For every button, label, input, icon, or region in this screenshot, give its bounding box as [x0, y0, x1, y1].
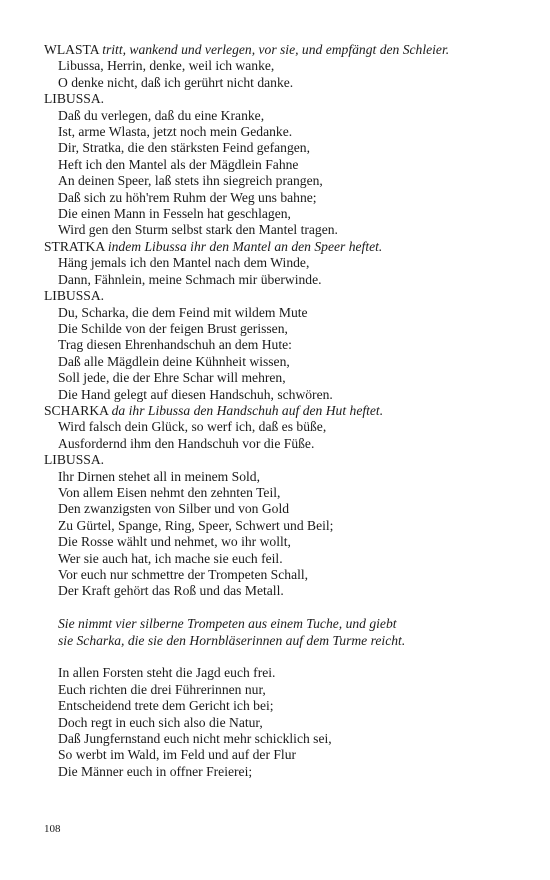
verse-line: Daß alle Mägdlein deine Kühnheit wissen,	[58, 353, 290, 369]
stage-text: tritt, wankend und verlegen, vor sie, und empfängt den Schleier.	[102, 42, 450, 57]
speaker-name: LIBUSSA.	[44, 91, 105, 107]
verse-line: Von allem Eisen nehmt den zehnten Teil,	[58, 484, 281, 500]
verse-line: In allen Forsten steht die Jagd euch frei.	[58, 665, 276, 681]
verse-line: Die Schilde von der feigen Brust gerissen,	[58, 320, 288, 336]
verse-line: O denke nicht, daß ich gerührt nicht danke.	[58, 74, 294, 90]
verse-line: So werbt im Wald, im Feld und auf der Flur	[58, 747, 297, 763]
verse-line: Dir, Stratka, die den stärksten Feind gefangen,	[58, 140, 311, 156]
stage-direction-wlasta	[44, 42, 506, 58]
stage-direction-scharka	[44, 403, 506, 419]
spacer	[44, 649, 506, 665]
page-number: 108	[44, 823, 61, 835]
stage-text: indem Libussa ihr den Mantel an den Speer heftet.	[107, 238, 383, 254]
verse-line: Ist, arme Wlasta, jetzt noch mein Gedanke.	[58, 124, 293, 140]
stage-text: da ihr Libussa den Handschuh auf den Hut heftet.	[111, 402, 384, 418]
stage-direction-line: sie Scharka, die sie den Hornbläserinnen auf dem Turme reicht.	[58, 632, 406, 648]
verse-line: Ausfordernd ihm den Handschuh vor die Füße.	[58, 435, 315, 451]
speaker-name: LIBUSSA.	[44, 288, 105, 304]
verse-line: Libussa, Herrin, denke, weil ich wanke,	[58, 58, 275, 74]
verse-line: Du, Scharka, die dem Feind mit wildem Mute	[58, 304, 308, 320]
speaker-name: LIBUSSA.	[44, 452, 105, 468]
verse-line: Zu Gürtel, Spange, Ring, Speer, Schwert und Beil;	[58, 517, 334, 533]
verse-line: Wird gen den Sturm selbst stark den Mantel tragen.	[58, 222, 338, 238]
verse-line: Euch richten die drei Führerinnen nur,	[58, 681, 266, 697]
verse-line: Der Kraft gehört das Roß und das Metall.	[58, 583, 284, 599]
verse-line: Die einen Mann in Fesseln hat geschlagen,	[58, 206, 291, 222]
verse-line: Häng jemals ich den Mantel nach dem Winde,	[58, 255, 310, 271]
stage-direction-line: Sie nimmt vier silberne Trompeten aus einem Tuche, und giebt	[58, 616, 397, 632]
verse-line: Wird falsch dein Glück, so werf ich, daß es büße,	[58, 419, 327, 435]
verse-line: Vor euch nur schmettre der Trompeten Schall,	[58, 567, 309, 582]
verse-line: Die Hand gelegt auf diesen Handschuh, schwören.	[58, 386, 333, 402]
verse-line: Trag diesen Ehrenhandschuh an dem Hute:	[58, 337, 292, 353]
verse-line: Dann, Fähnlein, meine Schmach mir überwinde.	[58, 271, 322, 287]
verse-line: Doch regt in euch sich also die Natur,	[58, 714, 263, 730]
speaker-name: WLASTA	[44, 42, 99, 57]
speaker-name: STRATKA	[44, 238, 105, 254]
verse-line: Ihr Dirnen stehet all in meinem Sold,	[58, 468, 260, 484]
verse-line: An deinen Speer, laß stets ihn siegreich prangen,	[58, 173, 323, 189]
verse-line: Wer sie auch hat, ich mache sie euch feil.	[58, 550, 283, 566]
verse-line: Daß Jungfernstand euch nicht mehr schicklich sei,	[58, 731, 332, 747]
stage-direction-stratka	[44, 239, 506, 255]
verse-line: Daß du verlegen, daß du eine Kranke,	[58, 107, 265, 123]
verse-line: Entscheidend trete dem Gericht ich bei;	[58, 698, 274, 714]
verse-line: Heft ich den Mantel als der Mägdlein Fahne	[58, 156, 299, 172]
verse-line: Daß sich zu höh'rem Ruhm der Weg uns bahne;	[58, 189, 317, 205]
verse-line: Soll jede, die der Ehre Schar will mehren,	[58, 370, 286, 386]
spacer	[44, 600, 506, 616]
verse-line: Die Rosse wählt und nehmet, wo ihr wollt,	[58, 534, 291, 550]
verse-line: Den zwanzigsten von Silber und von Gold	[58, 501, 290, 517]
verse-line: Die Männer euch in offner Freierei;	[58, 763, 253, 779]
speaker-name: SCHARKA	[44, 402, 109, 418]
